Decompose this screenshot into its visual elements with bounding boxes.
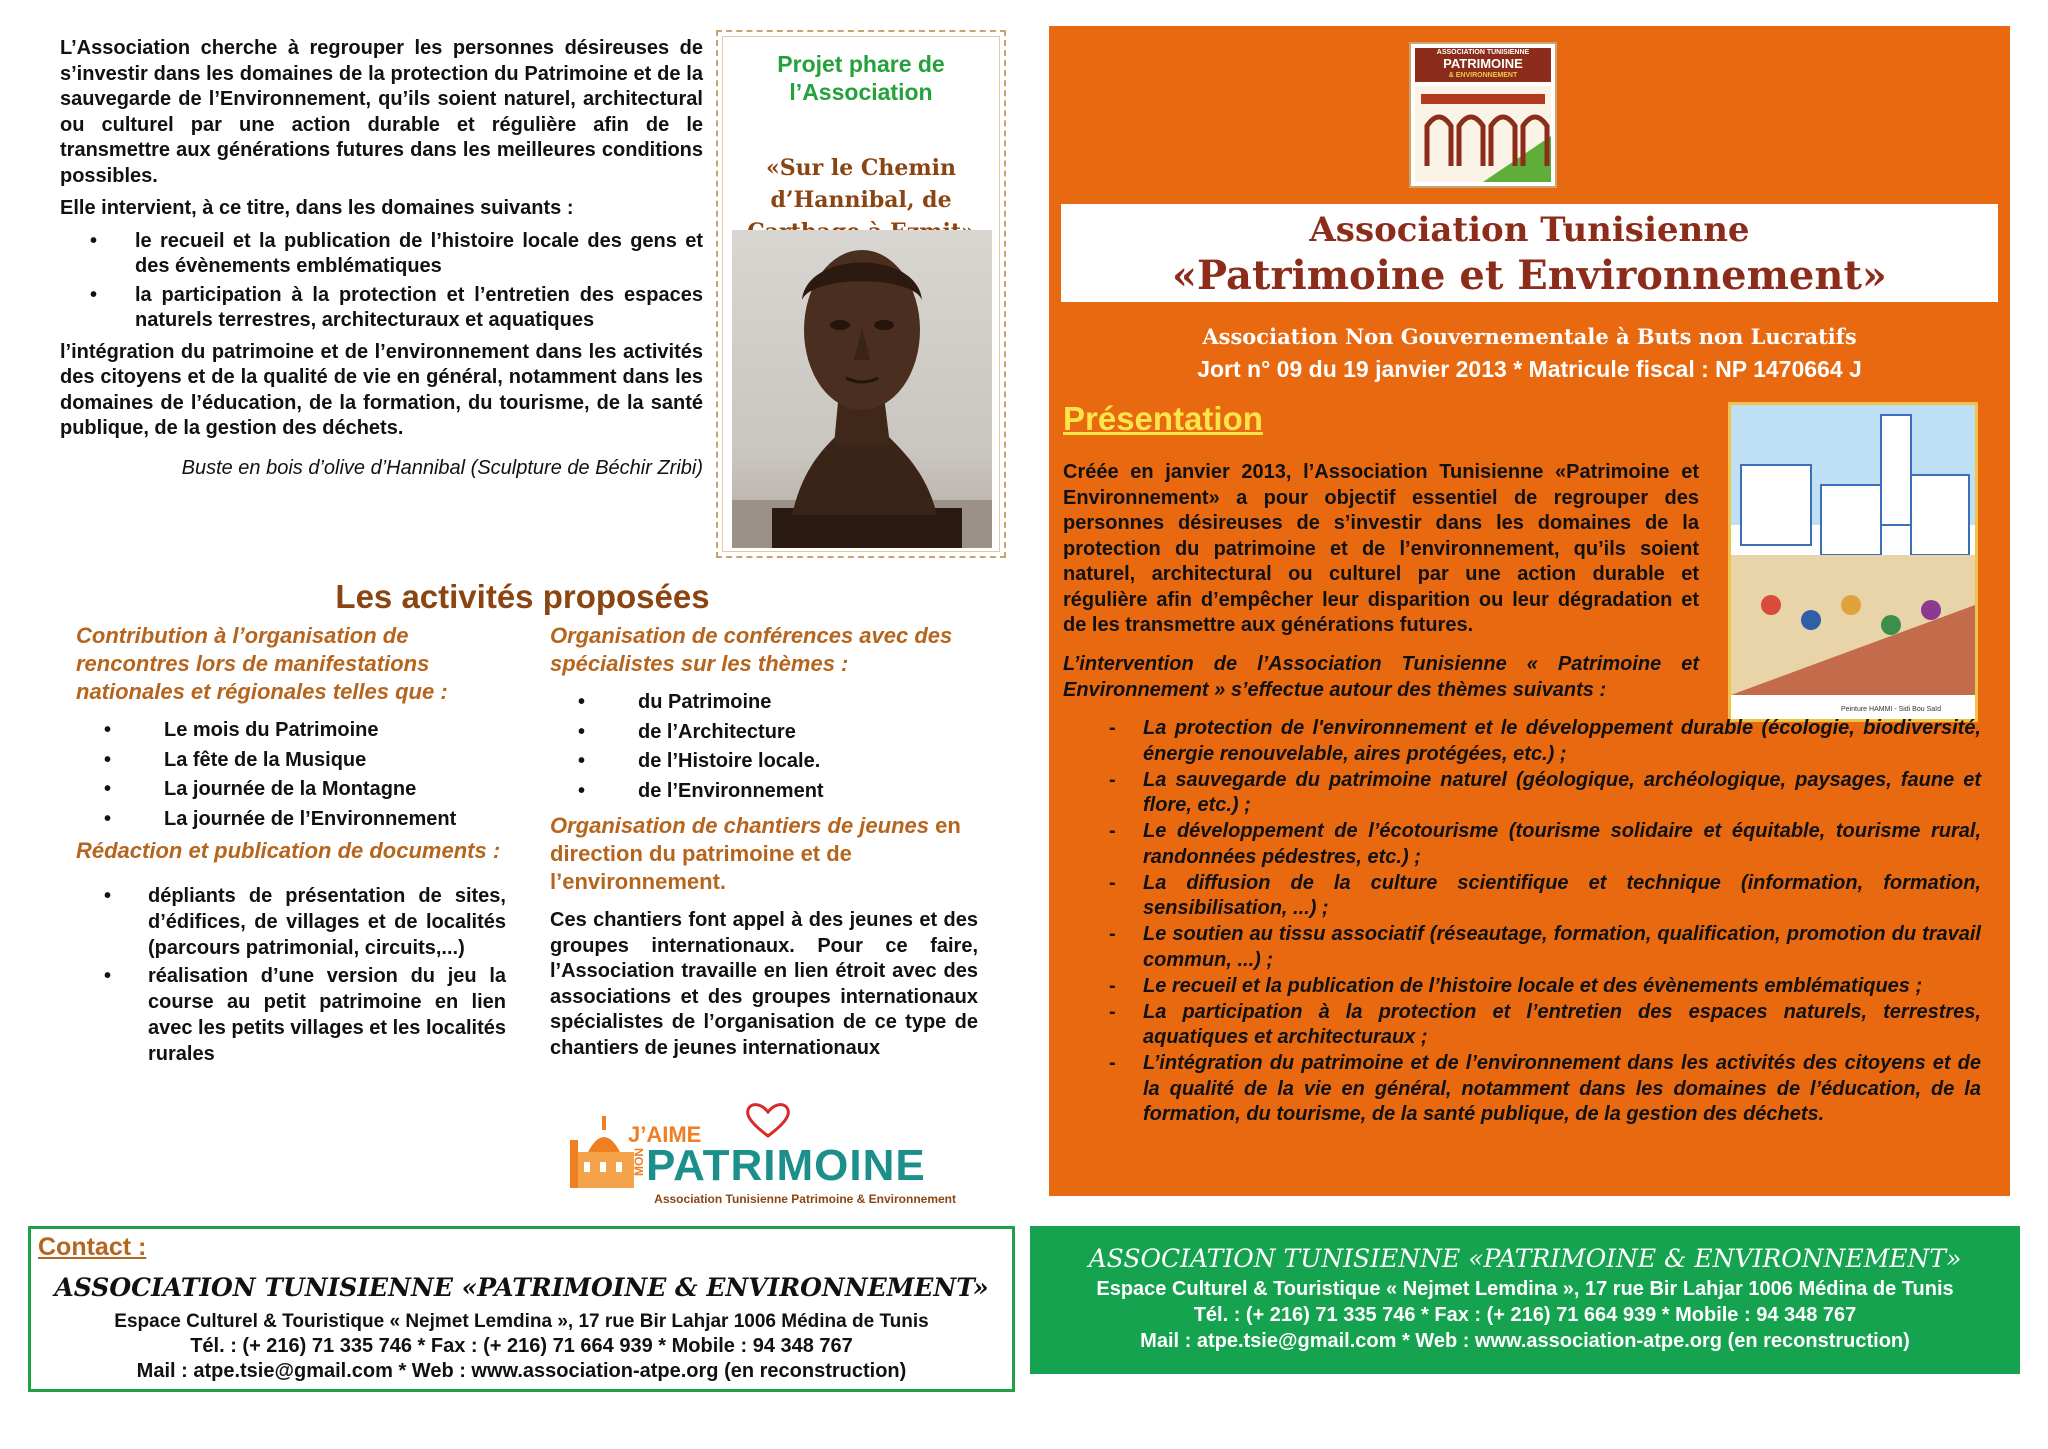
jaime-logo-subtitle: Association Tunisienne Patrimoine & Environnement: [654, 1192, 956, 1206]
list-item: - L’intégration du patrimoine et de l’environnement dans les activités des citoyens et de la qualité de la vie en général, notamment dans les domaines de l’éducation, de la formation, du tourisme, de la santé publique, de la gestion des déchets.: [1099, 1051, 1981, 1128]
activities-title: Les activités proposées: [335, 578, 710, 615]
list-item: - Le recueil et la publication de l’histoire locale et des évènements emblématiques ;: [1099, 974, 1981, 1000]
green-association-name: ASSOCIATION TUNISIENNE «PATRIMOINE & ENVIRONNEMENT»: [1088, 1244, 1962, 1273]
list-item: - Le développement de l’écotourisme (tourisme solidaire et équitable, tourisme rural, randonnées pédestres, etc.) ;: [1099, 819, 1981, 870]
activity-heading-conferences: Organisation de conférences avec des spécialistes sur les thèmes :: [550, 623, 953, 676]
sidi-bou-said-painting: [1728, 402, 1978, 722]
logo-line-1: ASSOCIATION TUNISIENNE: [1436, 49, 1530, 56]
themes-list: [550, 688, 978, 806]
list-item: - La diffusion de la culture scientifique et technique (information, formation, sensibilisation, ...) ;: [1099, 871, 1981, 922]
intro-section: [60, 36, 703, 488]
green-phones: Tél. : (+ 216) 71 335 746 * Fax : (+ 216) 71 664 939 * Mobile : 94 348 767: [1193, 1304, 1857, 1326]
association-subtitle: «Patrimoine et Environnement»: [1172, 252, 1887, 299]
projet-title: Projet phare de l’Association: [777, 51, 945, 105]
logo-line-3: & ENVIRONNEMENT: [1448, 72, 1518, 79]
atpe-logo-header: [1415, 48, 1551, 82]
activities-column-left: [76, 622, 506, 1069]
painting-illustration: [1731, 405, 1975, 719]
chantiers-paragraph: Ces chantiers font appel à des jeunes et des groupes internationaux. Pour ce faire, l’Association travaille en lien étroit avec des associations et des groupes internationaux spécialistes de l’organisation de ce type de chantiers de jeunes internationaux: [550, 909, 978, 1059]
list-item: - La sauvegarde du patrimoine naturel (géologique, archéologique, paysages, faune et flore, etc.) ;: [1099, 768, 1981, 819]
green-mail: Mail : atpe.tsie@gmail.com * Web : www.association-atpe.org (en reconstruction): [1140, 1330, 1910, 1352]
green-address: Espace Culturel & Touristique « Nejmet Lemdina », 17 rue Bir Lahjar 1006 Médina de Tunis: [1096, 1278, 1954, 1300]
contact-association-name: ASSOCIATION TUNISIENNE «PATRIMOINE & ENVIRONNEMENT»: [54, 1273, 989, 1302]
bust-caption: Buste en bois d’olive d’Hannibal (Sculpture de Béchir Zribi): [181, 456, 703, 479]
list-item: • dépliants de présentation de sites, d’édifices, de villages et de localités (parcours patrimonial, circuits,...): [76, 883, 506, 961]
mon-text: MON: [632, 1148, 646, 1176]
chantiers-heading-upright: en direction du patrimoine et de l’environnement.: [550, 813, 961, 894]
jaime-text: J’AIME: [628, 1122, 702, 1147]
list-item: • réalisation d’une version du jeu la course au petit patrimoine en lien avec les petits villages et les localités rurales: [76, 963, 506, 1067]
logo-line-2: PATRIMOINE: [1443, 56, 1523, 71]
list-item: • La journée de l’Environnement: [76, 805, 506, 835]
list-item: • la participation à la protection et l’entretien des espaces naturels terrestres, architecturaux et aquatiques: [60, 283, 703, 334]
painting-caption: Peinture HAMMI - Sidi Bou Saïd: [1841, 706, 1941, 713]
themes-intro: L’intervention de l’Association Tunisienne « Patrimoine et Environnement » s’effectue autour des thèmes suivants :: [1063, 653, 1699, 701]
intro-paragraph-3: l’intégration du patrimoine et de l’environnement dans les activités des citoyens et de la qualité de vie en général, notamment dans les domaines de l’éducation, de la formation, du tourisme, de la santé publique, de la gestion des déchets.: [60, 340, 703, 439]
contact-phones: Tél. : (+ 216) 71 335 746 * Fax : (+ 216) 71 664 939 * Mobile : 94 348 767: [190, 1335, 853, 1357]
atpe-logo: [1409, 42, 1557, 188]
list-item: • du Patrimoine: [550, 688, 978, 718]
activity-heading-contribution: Contribution à l’organisation de rencontres lors de manifestations nationales et régionales telles que :: [76, 623, 448, 704]
projet-quote: «Sur le Chemin d’Hannibal, de: [765, 155, 957, 213]
presentation-heading: Présentation: [1063, 400, 1263, 437]
heart-icon: [744, 1100, 792, 1140]
association-title: Association Tunisienne: [1309, 210, 1750, 250]
hannibal-bust-image: [732, 230, 992, 548]
activities-column-right: [550, 622, 978, 1061]
list-item: - La protection de l'environnement et le développement durable (écologie, biodiversité, énergie renouvelable, aires protégées, etc.) ;: [1099, 716, 1981, 767]
presentation-paragraph: Créée en janvier 2013, l’Association Tunisienne «Patrimoine et Environnement» a pour objectif essentiel de regrouper des personnes désireuses de s’investir dans les domaines de la protection du patrimoine et de l’environnement, qu’ils soient naturel, architectural ou culturel par une action durable et régulière afin d’empêcher leur disparition ou leur dégradation et de les transmettre aux générations futures.: [1063, 461, 1699, 636]
bust-illustration: [732, 230, 992, 548]
jaime-patrimoine-logo: [566, 1100, 958, 1210]
activity-heading-chantiers: [550, 812, 978, 896]
intro-domain-list: [60, 229, 703, 334]
events-list: [76, 716, 506, 834]
list-item: • le recueil et la publication de l’histoire locale des gens et des évènements emblématiques: [60, 229, 703, 280]
projet-phare-box: [716, 30, 1006, 558]
chantiers-heading-italic: Organisation de chantiers de jeunes: [550, 813, 929, 838]
list-item: • de l’Architecture: [550, 718, 978, 748]
list-item: • de l’Histoire locale.: [550, 747, 978, 777]
intro-paragraph-1: L’Association cherche à regrouper les personnes désireuses de s’investir dans les domaines de la protection du Patrimoine et de la sauvegarde de l’Environnement, qu’ils soient naturel, architectural ou culturel par une action durable et régulière afin de le transmettre aux générations futures dans les meilleures conditions possibles.: [60, 37, 703, 187]
list-item: • La fête de la Musique: [76, 746, 506, 776]
list-item: • de l’Environnement: [550, 777, 978, 807]
presentation-panel: [1049, 26, 2010, 1196]
list-item: - Le soutien au tissu associatif (réseautage, formation, qualification, promotion du travail commun, ...) ;: [1099, 922, 1981, 973]
contact-address: Espace Culturel & Touristique « Nejmet Lemdina », 17 rue Bir Lahjar 1006 Médina de Tunis: [114, 1311, 929, 1332]
registration-info: Jort n° 09 du 19 janvier 2013 * Matricule fiscal : NP 1470664 J: [1197, 356, 1862, 382]
aqueduct-icon: [1415, 86, 1551, 182]
presentation-themes-list: [1099, 716, 1981, 1128]
contact-mail: Mail : atpe.tsie@gmail.com * Web : www.association-atpe.org (en reconstruction): [136, 1360, 907, 1382]
list-item: • La journée de la Montagne: [76, 775, 506, 805]
list-item: • Le mois du Patrimoine: [76, 716, 506, 746]
patrimoine-wordmark: PATRIMOINE: [646, 1141, 926, 1190]
activity-heading-redaction: Rédaction et publication de documents :: [76, 838, 501, 863]
ngo-status: Association Non Gouvernementale à Buts non Lucratifs: [1202, 324, 1857, 349]
documents-list: [76, 883, 506, 1067]
green-contact-box: [1030, 1226, 2020, 1374]
association-title-box: [1061, 204, 1998, 302]
list-item: - La participation à la protection et l’entretien des espaces naturels, terrestres, aquatiques et architecturaux ;: [1099, 1000, 1981, 1051]
intro-paragraph-2: Elle intervient, à ce titre, dans les domaines suivants :: [60, 197, 574, 219]
contact-label: Contact :: [38, 1233, 147, 1261]
contact-box: [28, 1226, 1015, 1392]
